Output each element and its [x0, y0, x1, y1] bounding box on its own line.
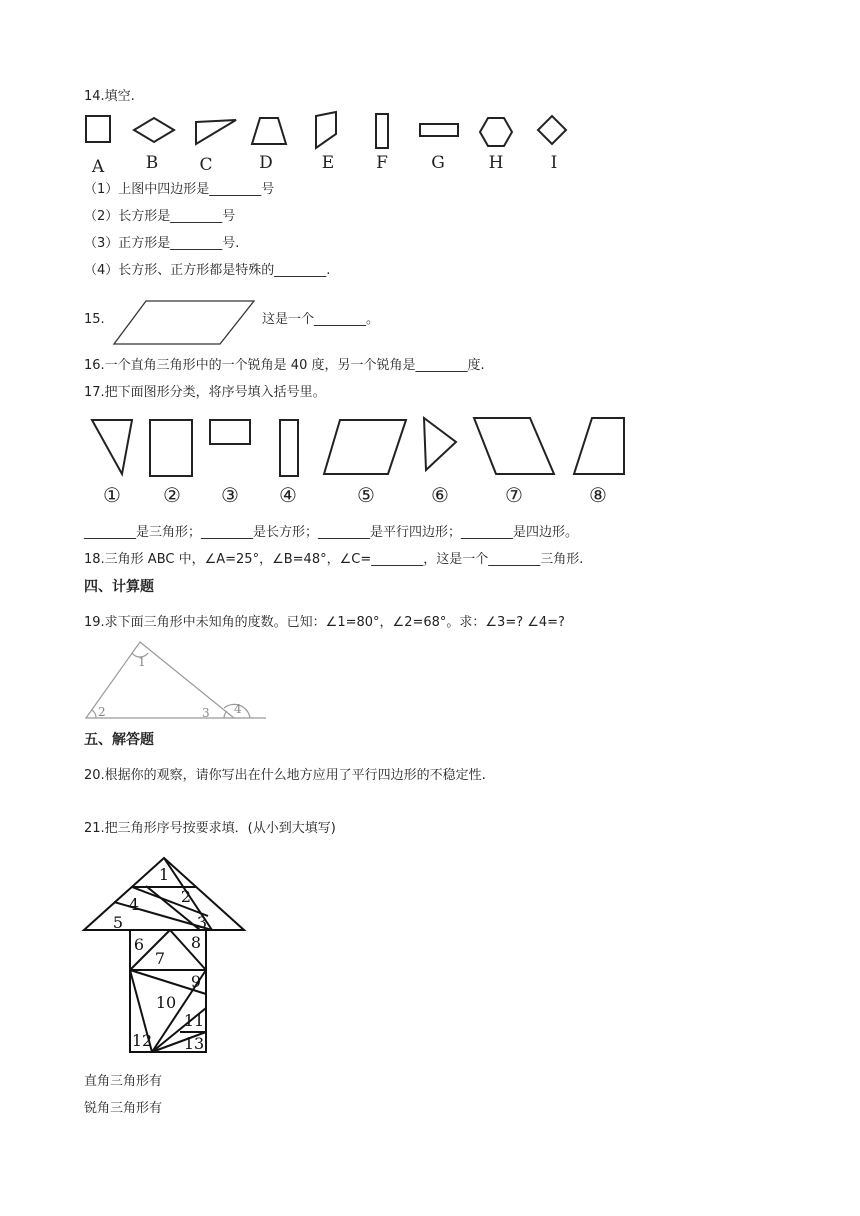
shape-label-b: B: [145, 153, 159, 173]
q21-label-7: 7: [154, 949, 166, 968]
q21-arrow-figure: [84, 856, 248, 1056]
q19-triangle-figure: [84, 636, 268, 724]
q19-angle-label-4: 4: [234, 702, 242, 716]
q14-item-4: （4）长方形、正方形都是特殊的________.: [84, 263, 331, 278]
shape-label-e: E: [321, 153, 335, 173]
q17-shape-5-parallelogram: [324, 420, 406, 474]
shape-h-hexagon: [480, 118, 512, 146]
q15-parallelogram: [114, 301, 254, 344]
q20-text: 20.根据你的观察，请你写出在什么地方应用了平行四边形的不稳定性.: [84, 768, 486, 783]
q14-shapes-figure: [80, 108, 580, 178]
q17-shape-3-rectangle: [210, 420, 250, 444]
shape-b-rhombus: [134, 118, 174, 142]
q19-angle-3-arc: [224, 711, 227, 718]
q17-shape-4-rectangle: [280, 420, 298, 476]
q17-label-2: ②: [163, 483, 181, 507]
shape-label-a: A: [91, 157, 105, 177]
q17-shape-2-rectangle: [150, 420, 192, 476]
q21-label-5: 5: [112, 913, 124, 932]
q21-label-2: 2: [180, 887, 192, 906]
q17-label-6: ⑥: [431, 483, 449, 507]
shape-a-square: [86, 116, 110, 142]
q18-text: 18.三角形 ABC 中，∠A=25°，∠B=48°，∠C=________，这是一个________三角形.: [84, 552, 584, 567]
q17-title: 17.把下面图形分类，将序号填入括号里。: [84, 385, 326, 400]
shape-label-c: C: [199, 155, 213, 175]
shape-label-d: D: [259, 153, 273, 173]
q17-shape-7-parallelogram: [474, 418, 554, 474]
shape-d-trapezoid: [252, 118, 286, 144]
section-5-heading: 五、解答题: [84, 732, 154, 748]
q15-number: 15.: [84, 312, 105, 327]
q17-label-1: ①: [103, 483, 121, 507]
q19-triangle: [86, 642, 234, 718]
q15-text: 这是一个________。: [262, 312, 380, 327]
q17-label-8: ⑧: [589, 483, 607, 507]
q21-label-3: 3: [196, 913, 208, 932]
q21-label-9: 9: [190, 972, 202, 991]
q19-angle-label-3: 3: [202, 706, 210, 720]
q17-shape-6-triangle: [424, 418, 456, 470]
q21-label-11: 11: [183, 1011, 205, 1030]
q17-shape-8-trapezoid: [574, 418, 624, 474]
shape-label-g: G: [431, 153, 445, 173]
q21-text: 21.把三角形序号按要求填．(从小到大填写): [84, 821, 336, 836]
q14-item-1: （1）上图中四边形是________号: [84, 182, 275, 197]
q17-label-3: ③: [221, 483, 239, 507]
shape-f-rectangle: [376, 114, 388, 148]
q15-parallelogram-figure: [112, 298, 258, 348]
shape-i-square-rotated: [538, 116, 566, 144]
shape-label-h: H: [488, 153, 504, 173]
q19-angle-2-arc: [92, 710, 96, 718]
q21-right-triangles-label: 直角三角形有: [84, 1074, 163, 1089]
q17-shape-1-triangle: [92, 420, 132, 474]
q16-text: 16.一个直角三角形中的一个锐角是 40 度，另一个锐角是________度.: [84, 358, 485, 373]
q17-answer-line: ________是三角形；________是长方形；________是平行四边形；________是四边形。: [84, 525, 579, 540]
q21-label-13: 13: [183, 1034, 205, 1053]
shape-e-quadrilateral: [316, 112, 336, 148]
q14-item-2: （2）长方形是________号: [84, 209, 236, 224]
q17-label-7: ⑦: [505, 483, 523, 507]
q17-label-5: ⑤: [357, 483, 375, 507]
q19-text: 19.求下面三角形中未知角的度数。已知：∠1=80°，∠2=68°。求：∠3=? ∠4=?: [84, 615, 565, 630]
q19-angle-label-1: 1: [138, 655, 146, 669]
q17-label-4: ④: [279, 483, 297, 507]
shape-label-i: I: [550, 153, 558, 173]
q21-label-8: 8: [190, 933, 202, 952]
shape-c-triangle: [196, 120, 236, 144]
q21-label-12: 12: [131, 1031, 153, 1050]
q17-shapes-figure: [84, 412, 644, 508]
shape-label-f: F: [376, 153, 388, 173]
q14-title: 14.填空.: [84, 89, 135, 104]
q19-angle-label-2: 2: [98, 705, 106, 719]
q14-item-3: （3）正方形是________号.: [84, 236, 240, 251]
q21-acute-triangles-label: 锐角三角形有: [84, 1101, 163, 1116]
q21-label-1: 1: [158, 865, 170, 884]
section-4-heading: 四、计算题: [84, 579, 154, 595]
q21-label-10: 10: [155, 993, 177, 1012]
q21-label-6: 6: [133, 935, 145, 954]
q21-label-4: 4: [128, 895, 140, 914]
shape-g-rectangle: [420, 124, 458, 136]
